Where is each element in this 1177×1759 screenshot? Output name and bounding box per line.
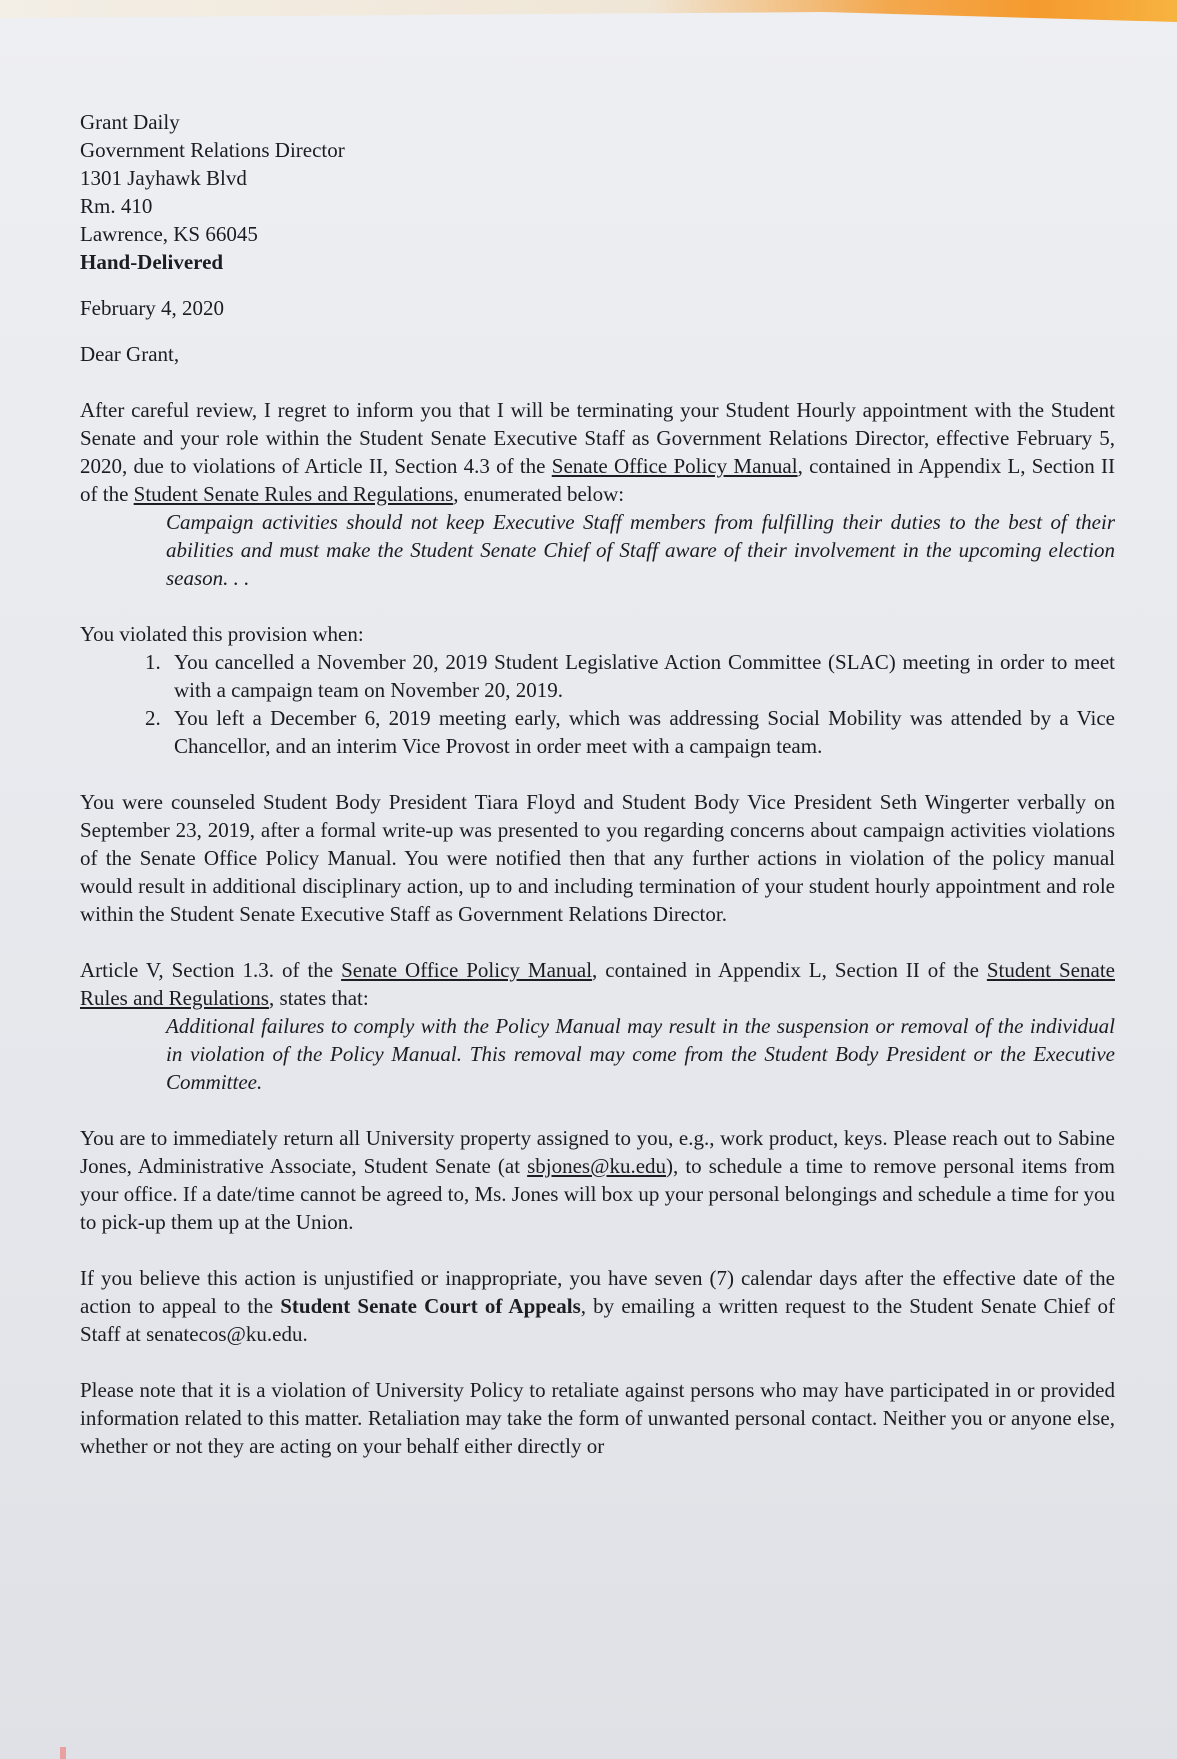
rules-regulations-reference: Student Senate Rules and Regulations xyxy=(133,482,454,506)
recipient-room: Rm. 410 xyxy=(80,194,153,218)
recipient-name: Grant Daily xyxy=(80,110,180,134)
paragraph-retaliation: Please note that it is a violation of University Policy to retaliate against persons who may have participated in or provided information related to this matter. Retaliation may take the form of unwanted personal contact. Neither you or anyone else, whether or not they are acting on your behalf either directly or xyxy=(80,1378,1115,1458)
quote-removal: Additional failures to comply with the Policy Manual may result in the suspension or removal of the individual in violation of the Policy Manual. This removal may come from the Student Body President or the Executive Committee. xyxy=(166,1014,1115,1094)
recipient-city: Lawrence, KS 66045 xyxy=(80,222,258,246)
policy-manual-reference: Senate Office Policy Manual xyxy=(341,958,593,982)
email-link-sbjones[interactable]: sbjones@ku.edu xyxy=(527,1154,667,1178)
letter-date: February 4, 2020 xyxy=(80,296,225,320)
court-of-appeals: Student Senate Court of Appeals xyxy=(280,1294,581,1318)
quote-campaign-activities: Campaign activities should not keep Executive Staff members from fulfilling their duties to the best of their abilities and must make the Student Senate Chief of Staff aware of their involvement in the upcoming election season. . . xyxy=(166,510,1115,590)
paragraph-counseling: You were counseled Student Body President Tiara Floyd and Student Body Vice President Seth Wingerter verbally on September 23, 2019, after a formal write-up was presented to you regarding concerns about campaign activities violations of the Senate Office Policy Manual. You were notified then that any further actions in violation of the policy manual would result in additional disciplinary action, up to and including termination of your student hourly appointment and role within the Student Senate Executive Staff as Government Relations Director. xyxy=(80,790,1115,926)
paragraph-termination: After careful review, I regret to inform you that I will be terminating your Student Hourly appointment with the Student Senate and your role within the Student Senate Executive Staff as Government Relations Director, effective February 5, 2020, due to violations of Article II, Section 4.3 of the Senate Office Policy Manual, contained in Appendix L, Section II of the Student Senate Rules and Regulations, enumerated below: xyxy=(80,398,1115,506)
address-block xyxy=(80,108,1115,276)
letter-body xyxy=(80,108,1115,1460)
salutation: Dear Grant, xyxy=(80,342,180,366)
policy-manual-reference: Senate Office Policy Manual xyxy=(551,454,798,478)
rules-regulations-reference: Student Senate Rules and Regulations xyxy=(80,958,1115,1010)
violations-intro: You violated this provision when: xyxy=(80,622,364,646)
paragraph-return-property: You are to immediately return all University property assigned to you, e.g., work product, keys. Please reach out to Sabine Jones, Administrative Associate, Student Senate (at sbjones@ku.edu), to schedule a time to remove personal items from your office. If a date/time cannot be agreed to, Ms. Jones will box up your personal belongings and schedule a time for you to pick-up them up at the Union. xyxy=(80,1126,1115,1234)
list-item: 2. You left a December 6, 2019 meeting early, which was addressing Social Mobility was attended by a Vice Chancellor, and an interim Vice Provost in order meet with a campaign team. xyxy=(166,704,1115,760)
paragraph-appeal: If you believe this action is unjustified or inappropriate, you have seven (7) calendar days after the effective date of the action to appeal to the Student Senate Court of Appeals, by emailing a written request to the Student Senate Chief of Staff at senatecos@ku.edu. xyxy=(80,1266,1115,1346)
recipient-title: Government Relations Director xyxy=(80,138,345,162)
list-item: 1. You cancelled a November 20, 2019 Student Legislative Action Committee (SLAC) meeting in order to meet with a campaign team on November 20, 2019. xyxy=(166,648,1115,704)
delivery-method: Hand-Delivered xyxy=(80,250,224,274)
recipient-street: 1301 Jayhawk Blvd xyxy=(80,166,247,190)
violations-list xyxy=(80,648,1115,760)
paragraph-article-v: Article V, Section 1.3. of the Senate Office Policy Manual, contained in Appendix L, Section II of the Student Senate Rules and Regulations, states that: xyxy=(80,958,1115,1010)
page-edge-mark xyxy=(60,1747,66,1759)
